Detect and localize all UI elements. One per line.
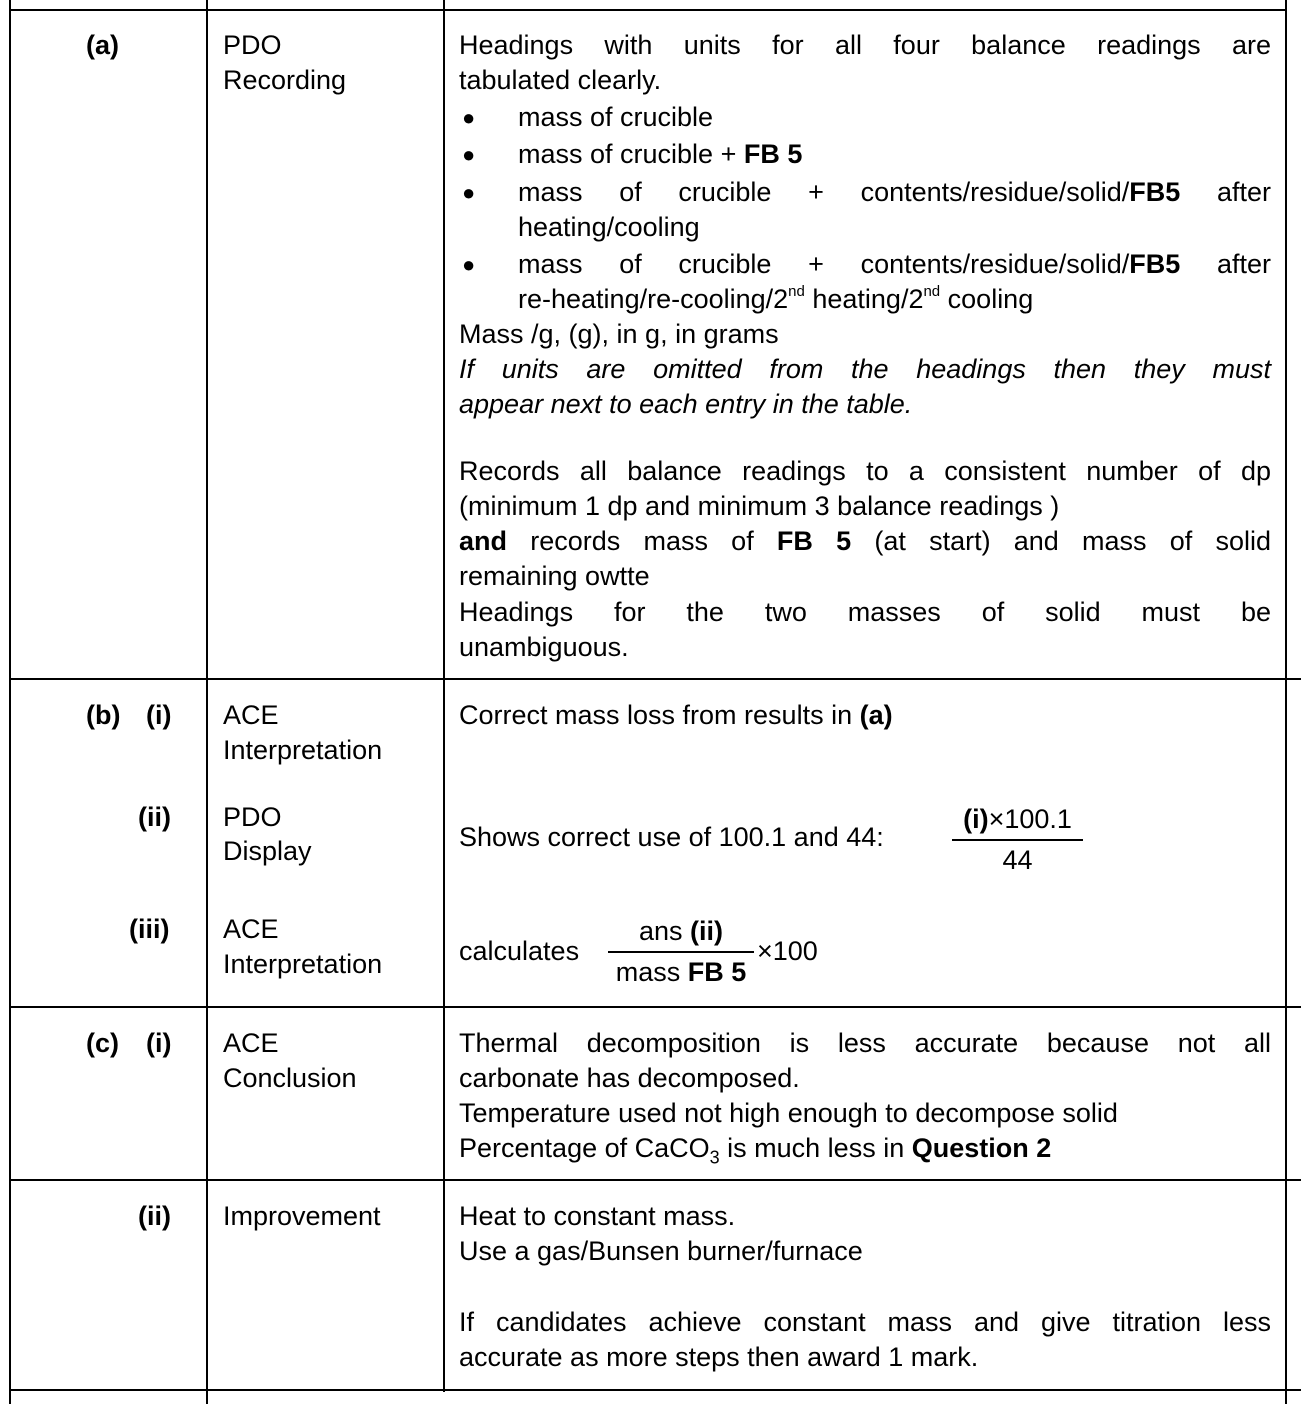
a-italic-line1: If units are omitted from the headings then they must [459, 354, 1271, 384]
skill-c-i-line1: ACE [223, 1028, 279, 1058]
c-ii-line2: Use a gas/Bunsen burner/furnace [459, 1236, 863, 1266]
fraction-bar [952, 839, 1083, 841]
part-label-b-iii: (iii) [129, 914, 170, 944]
a-bullet2-bold: FB 5 [743, 139, 803, 169]
a-intro-line1: Headings with units for all four balance readings are [459, 30, 1271, 60]
c-i-line4-bold: Question 2 [911, 1133, 1052, 1163]
part-label-b-i: (i) [146, 700, 172, 730]
b-iii-fraction [608, 914, 754, 990]
skill-b-iii-line2: Interpretation [223, 949, 383, 979]
a-bullet4-line1 [518, 247, 1271, 282]
b-iii-text: calculates [459, 936, 580, 966]
a-bullet2-text: mass of crucible + [518, 139, 744, 169]
b-ii-numerator [952, 802, 1083, 837]
a-bullet4-sup2: nd [923, 283, 941, 300]
question-label-a: (a) [86, 30, 119, 60]
a-records-fb5: FB 5 [776, 526, 852, 556]
part-label-c-ii: (ii) [138, 1201, 171, 1231]
c-i-line2: carbonate has decomposed. [459, 1063, 800, 1093]
row-divider-ci-cii [9, 1179, 1301, 1181]
bullet-icon: ● [462, 252, 476, 277]
b-iii-denominator [608, 955, 754, 990]
part-label-b-ii: (ii) [138, 802, 171, 832]
a-bullet4-pre: mass of crucible + contents/residue/solid/ [518, 249, 1130, 279]
a-units-line: Mass /g, (g), in g, in grams [459, 319, 779, 349]
part-label-c-i: (i) [146, 1028, 172, 1058]
table-border-left [9, 0, 11, 1404]
a-records-post: (at start) and mass of solid [851, 526, 1272, 556]
c-i-line4-pre: Percentage of CaCO [459, 1133, 710, 1163]
a-records-mid: records mass of [507, 526, 777, 556]
a-bullet4-bold: FB5 [1129, 249, 1181, 279]
skill-a-line1: PDO [223, 30, 282, 60]
b-i-text-bold: (a) [859, 700, 893, 730]
column-divider-1 [206, 0, 208, 1404]
c-i-line1: Thermal decomposition is less accurate because not all [459, 1028, 1271, 1058]
row-divider-a-b [9, 678, 1301, 680]
column-divider-2 [443, 0, 445, 1392]
c-ii-line1: Heat to constant mass. [459, 1201, 736, 1231]
b-i-text [459, 698, 893, 733]
a-headings-line1: Headings for the two masses of solid must be [459, 597, 1271, 627]
skill-b-ii-line1: PDO [223, 802, 282, 832]
a-bullet2 [518, 137, 802, 172]
b-iii-den-bold: FB 5 [687, 957, 747, 987]
c-i-line4 [459, 1131, 1051, 1166]
b-ii-fraction [952, 802, 1083, 878]
c-i-line4-sub: 3 [709, 1147, 720, 1168]
table-border-right [1285, 0, 1287, 1404]
b-ii-denominator: 44 [1002, 845, 1033, 875]
c-ii-line4: accurate as more steps then award 1 mark. [459, 1342, 979, 1372]
a-bullet3-bold: FB5 [1129, 177, 1181, 207]
row-divider-bottom [9, 1389, 1301, 1391]
b-iii-multiplier: ×100 [757, 936, 818, 966]
a-bullet4-line2-c: cooling [940, 284, 1034, 314]
b-ii-text: Shows correct use of 100.1 and 44: [459, 822, 884, 852]
skill-b-iii-line1: ACE [223, 914, 279, 944]
b-ii-num-rest: ×100.1 [988, 804, 1072, 834]
a-records-line4: remaining owtte [459, 561, 650, 591]
a-bullet4-line2 [518, 282, 1033, 317]
b-iii-den-pre: mass [615, 957, 688, 987]
skill-a-line2: Recording [223, 65, 347, 95]
a-bullet4-line2-a: re-heating/re-cooling/2 [518, 284, 789, 314]
skill-b-i-line2: Interpretation [223, 735, 383, 765]
b-iii-num-pre: ans [638, 916, 691, 946]
a-bullet3-pre: mass of crucible + contents/residue/solid/ [518, 177, 1130, 207]
bullet-icon: ● [462, 105, 476, 130]
a-headings-line2: unambiguous. [459, 632, 629, 662]
a-records-and: and [459, 526, 508, 556]
a-bullet3-line1 [518, 175, 1271, 210]
skill-b-ii-line2: Display [223, 836, 312, 866]
a-records-line1: Records all balance readings to a consistent number of dp [459, 456, 1271, 486]
a-records-line2: (minimum 1 dp and minimum 3 balance readings ) [459, 491, 1060, 521]
b-iii-numerator [608, 914, 754, 949]
c-i-line3: Temperature used not high enough to decompose solid [459, 1098, 1118, 1128]
skill-c-ii: Improvement [223, 1201, 381, 1231]
row-divider-top [9, 9, 1287, 11]
a-italic-line2: appear next to each entry in the table. [459, 389, 913, 419]
a-bullet4-line2-b: heating/2 [804, 284, 924, 314]
fraction-bar [608, 951, 754, 953]
skill-b-i-line1: ACE [223, 700, 279, 730]
a-bullet4-post: after [1180, 249, 1271, 279]
a-records-line3 [459, 524, 1271, 559]
a-bullet3-line2: heating/cooling [518, 212, 700, 242]
skill-c-i-line2: Conclusion [223, 1063, 357, 1093]
c-ii-line3: If candidates achieve constant mass and give titration less [459, 1307, 1271, 1337]
bullet-icon: ● [462, 142, 476, 167]
bullet-icon: ● [462, 180, 476, 205]
a-intro-line2: tabulated clearly. [459, 65, 662, 95]
a-bullet1: mass of crucible [518, 102, 714, 132]
b-ii-num-bold: (i) [963, 804, 989, 834]
a-bullet3-post: after [1180, 177, 1271, 207]
b-iii-num-bold: (ii) [690, 916, 724, 946]
b-i-text-main: Correct mass loss from results in [459, 700, 860, 730]
c-i-line4-mid: is much less in [719, 1133, 912, 1163]
question-label-b: (b) [86, 700, 121, 730]
a-bullet4-sup1: nd [788, 283, 805, 300]
question-label-c: (c) [86, 1028, 119, 1058]
row-divider-b-c [9, 1006, 1301, 1008]
